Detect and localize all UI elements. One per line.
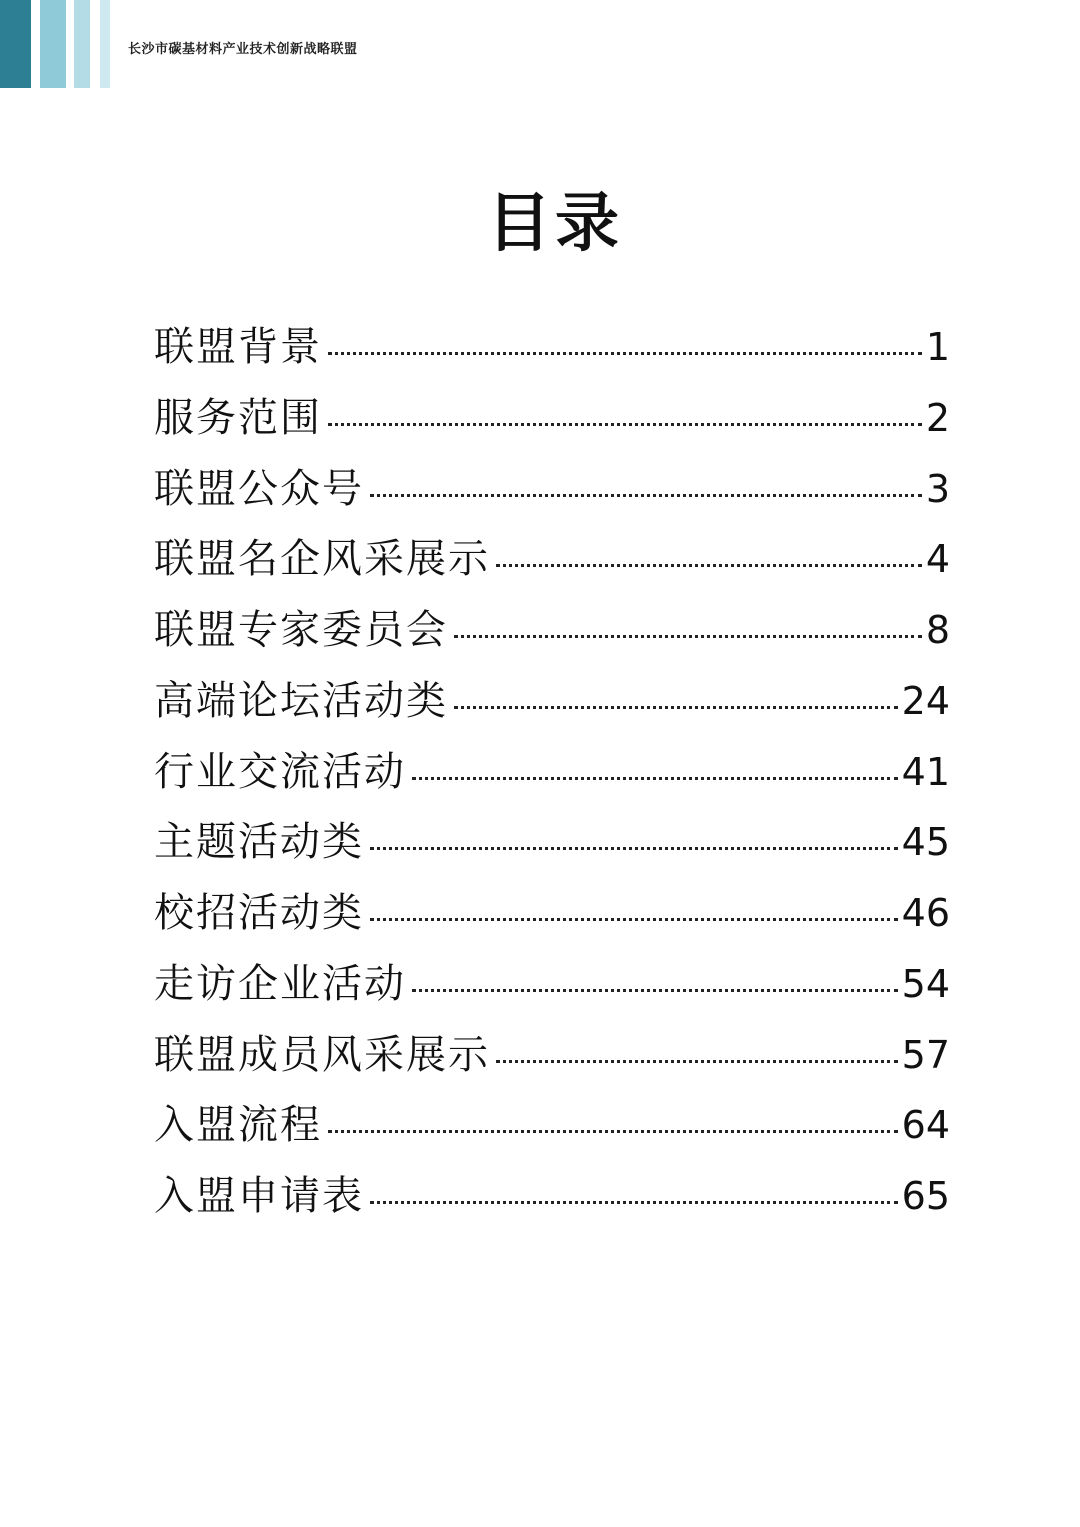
toc-entry-page: 3 — [925, 466, 950, 511]
toc-entry-label: 高端论坛活动类 — [154, 677, 448, 724]
toc-entry[interactable] — [154, 524, 950, 595]
toc-entry-label: 联盟背景 — [154, 324, 322, 370]
header-stripe — [74, 0, 90, 88]
toc-entry[interactable] — [154, 454, 950, 525]
toc-entry-page: 8 — [925, 608, 950, 652]
toc-entry[interactable] — [154, 1161, 950, 1232]
toc-entry-page: 1 — [925, 325, 950, 369]
toc-entry[interactable] — [154, 312, 950, 383]
toc-dot-leader — [370, 1201, 898, 1204]
toc-entry-page: 54 — [901, 961, 950, 1006]
toc-entry[interactable] — [154, 737, 950, 808]
toc-dot-leader — [328, 423, 922, 426]
table-of-contents — [154, 312, 950, 1232]
toc-entry-label: 行业交流活动 — [154, 748, 406, 795]
toc-dot-leader — [370, 847, 898, 850]
toc-entry[interactable] — [154, 878, 950, 949]
toc-entry-label: 入盟流程 — [154, 1102, 322, 1149]
toc-entry-page: 46 — [901, 891, 950, 935]
toc-entry-label: 主题活动类 — [154, 819, 364, 866]
toc-entry-page: 4 — [925, 537, 950, 582]
toc-dot-leader — [412, 989, 898, 992]
toc-entry[interactable] — [154, 383, 950, 454]
toc-entry[interactable] — [154, 1020, 950, 1091]
toc-entry-page: 57 — [901, 1032, 950, 1077]
toc-entry[interactable] — [154, 595, 950, 666]
toc-entry-page: 65 — [901, 1174, 950, 1218]
toc-entry-label: 联盟名企风采展示 — [154, 536, 490, 583]
toc-entry-label: 联盟专家委员会 — [154, 607, 448, 653]
toc-entry-label: 联盟成员风采展示 — [154, 1031, 490, 1078]
toc-dot-leader — [496, 1060, 898, 1063]
toc-entry-label: 联盟公众号 — [154, 465, 364, 512]
header-stripe — [40, 0, 66, 88]
toc-entry-label: 服务范围 — [154, 394, 322, 441]
toc-dot-leader — [328, 352, 922, 355]
toc-dot-leader — [328, 1130, 898, 1133]
toc-dot-leader — [370, 494, 922, 497]
toc-entry-page: 24 — [901, 678, 950, 723]
toc-entry-page: 2 — [925, 395, 950, 440]
page-header — [0, 0, 1080, 90]
toc-entry[interactable] — [154, 1090, 950, 1161]
toc-entry-label: 入盟申请表 — [154, 1173, 364, 1219]
header-stripe — [0, 0, 31, 88]
toc-entry-label: 走访企业活动 — [154, 960, 406, 1007]
toc-dot-leader — [454, 706, 898, 709]
header-stripe — [100, 0, 110, 88]
toc-entry[interactable] — [154, 949, 950, 1020]
toc-dot-leader — [370, 918, 898, 921]
toc-entry[interactable] — [154, 666, 950, 737]
page-title: 目录 — [487, 187, 623, 261]
toc-entry-page: 64 — [901, 1103, 950, 1148]
organization-name: 长沙市碳基材料产业技术创新战略联盟 — [128, 42, 358, 57]
toc-entry-page: 41 — [901, 749, 950, 794]
toc-entry-label: 校招活动类 — [154, 890, 364, 936]
toc-dot-leader — [454, 635, 922, 638]
toc-dot-leader — [496, 564, 922, 567]
toc-entry[interactable] — [154, 807, 950, 878]
toc-entry-page: 45 — [901, 820, 950, 865]
toc-dot-leader — [412, 777, 898, 780]
